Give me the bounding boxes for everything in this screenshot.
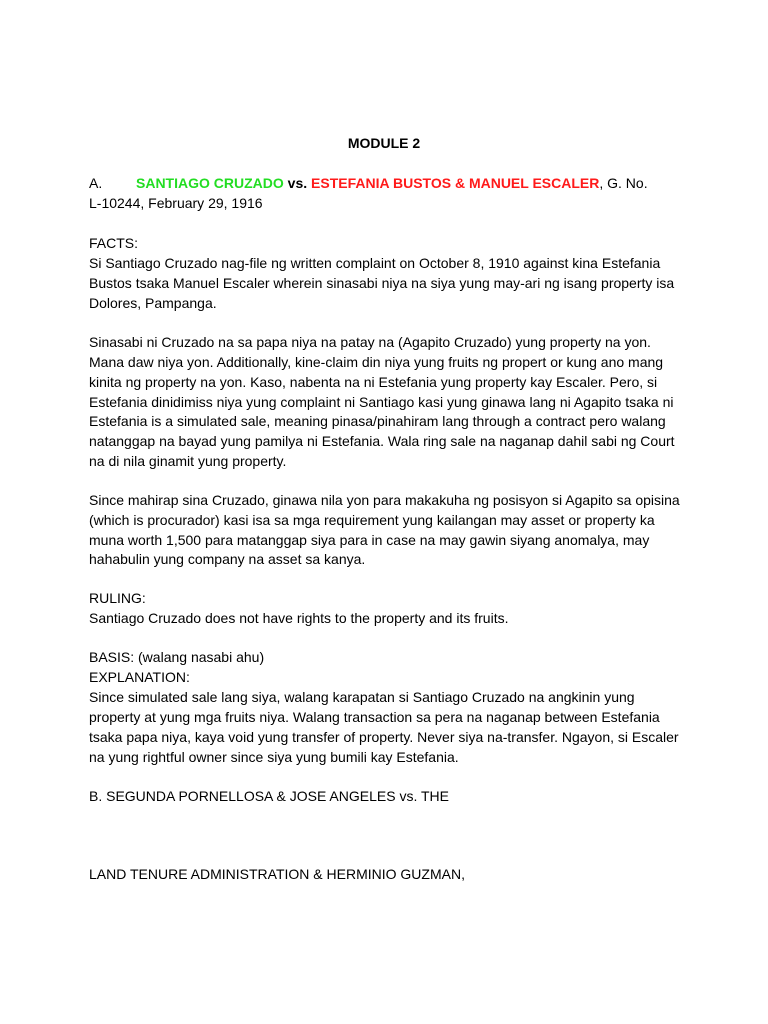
paragraph-line: Estefania is a simulated sale, meaning pinasa/pinahiram lang through a contract pero walang <box>89 413 666 429</box>
paragraph-line: hahabulin yung company na asset sa kanya. <box>89 551 366 567</box>
case-b-heading: B. SEGUNDA PORNELLOSA & JOSE ANGELES vs. THE <box>89 788 449 804</box>
paragraph-line: muna worth 1,500 para matanggap siya para in case na may gawin siyang anomalya, may <box>89 532 650 548</box>
case-a-plaintiff: SANTIAGO CRUZADO <box>136 175 284 191</box>
paragraph-line: na di nila ginamit yung property. <box>89 453 287 469</box>
paragraph-line: Bustos tsaka Manuel Escaler wherein sinasabi niya na siya yung may-ari ng isang property isa <box>89 275 675 291</box>
paragraph-line: Estefania dinidimiss niya yung complaint ni Santiago kasi yung ginawa lang ni Agapito tsaka ni <box>89 394 674 410</box>
paragraph-line: Si Santiago Cruzado nag-file ng written complaint on October 8, 1910 against kina Estefania <box>89 255 661 271</box>
paragraph-line: (which is procurador) kasi isa sa mga requirement yung kailangan may asset or property ka <box>89 512 655 528</box>
paragraph-line: na yung rightful owner since siya yung bumili kay Estefania. <box>89 749 459 765</box>
paragraph-line: Since simulated sale lang siya, walang karapatan si Santiago Cruzado na angkinin yung <box>89 689 635 705</box>
case-a-number: A. <box>89 175 103 191</box>
case-a-vs: vs. <box>287 175 308 191</box>
paragraph-line: kinita ng property na yon. Kaso, nabenta na ni Estefania yung property kay Escaler. Pero, si <box>89 374 658 390</box>
ruling-text: Santiago Cruzado does not have rights to the property and its fruits. <box>89 610 509 626</box>
case-a-citation-tail: , G. No. <box>599 175 648 191</box>
explanation-heading: EXPLANATION: <box>89 669 190 685</box>
case-a-heading <box>89 173 648 193</box>
paragraph-line: Since mahirap sina Cruzado, ginawa nila yon para makakuha ng posisyon si Agapito sa opisina <box>89 492 680 508</box>
ruling-heading: RULING: <box>89 590 146 606</box>
paragraph-line: Mana daw niya yon. Additionally, kine-claim din niya yung fruits ng propert or kung ano mang <box>89 354 664 370</box>
paragraph-line: Sinasabi ni Cruzado na sa papa niya na patay na (Agapito Cruzado) yung property na yon. <box>89 334 651 350</box>
paragraph-line: natanggap na bayad yung pamilya ni Estefania. Wala ring sale na naganap dahil sabi ng Court <box>89 433 675 449</box>
facts-heading: FACTS: <box>89 235 139 251</box>
paragraph-line: property at yung mga fruits niya. Walang transaction sa pera na naganap between Estefania <box>89 709 660 725</box>
case-b-heading-continued: LAND TENURE ADMINISTRATION & HERMINIO GUZMAN, <box>89 866 465 882</box>
basis-line: BASIS: (walang nasabi ahu) <box>89 649 265 665</box>
document-title: MODULE 2 <box>347 135 421 151</box>
paragraph-line: tsaka papa niya, kaya void yung transfer of property. Never siya na-transfer. Ngayon, si Escaler <box>89 729 679 745</box>
paragraph-line: Dolores, Pampanga. <box>89 295 217 311</box>
case-a-citation: L-10244, February 29, 1916 <box>89 195 263 211</box>
case-a-defendants: ESTEFANIA BUSTOS & MANUEL ESCALER <box>311 175 600 191</box>
